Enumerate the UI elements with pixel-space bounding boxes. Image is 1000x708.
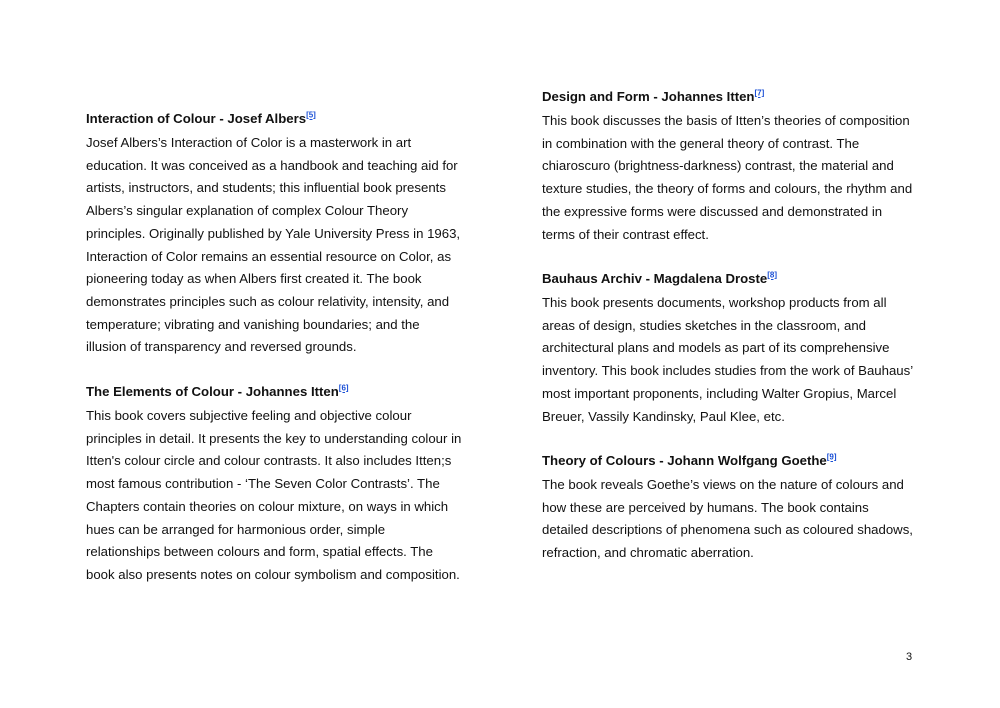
section-design-and-form xyxy=(542,88,920,246)
body-line: demonstrates principles such as colour relativity, intensity, and xyxy=(86,293,450,309)
section-heading xyxy=(542,270,920,288)
footnote-link[interactable]: [9] xyxy=(826,452,837,462)
body-line: how these are perceived by humans. The book contains xyxy=(542,499,869,515)
section-heading xyxy=(86,110,464,128)
section-title: Design and Form - Johannes Itten xyxy=(542,89,755,104)
footnote-link[interactable]: [5] xyxy=(306,110,316,120)
page-number: 3 xyxy=(906,651,913,663)
section-body xyxy=(542,110,920,246)
body-line: in combination with the general theory of contrast. The xyxy=(542,135,860,151)
body-line: architectural plans and models as part of its comprehensive xyxy=(542,340,890,356)
body-line: most important proponents, including Walter Gropius, Marcel xyxy=(542,385,897,401)
section-body xyxy=(542,292,920,428)
body-line: areas of design, studies sketches in the classroom, and xyxy=(542,317,867,333)
body-line: temperature; vibrating and vanishing boundaries; and the xyxy=(86,316,420,332)
section-heading xyxy=(542,88,920,106)
footnote-link[interactable]: [8] xyxy=(767,270,777,280)
section-body xyxy=(86,132,464,359)
body-line: principles in detail. It presents the key to understanding colour in xyxy=(86,430,462,446)
body-line: hues can be arranged for harmonious order, simple xyxy=(86,521,386,537)
body-line: terms of their contrast effect. xyxy=(542,226,709,242)
body-line: most famous contribution - ‘The Seven Color Contrasts’. The xyxy=(86,476,440,492)
body-line: This book presents documents, workshop products from all xyxy=(542,295,887,310)
body-line: pioneering today as when Albers first created it. The book xyxy=(86,271,422,287)
body-line: principles. Originally published by Yale University Press in 1963, xyxy=(86,225,461,241)
footnote-link[interactable]: [6] xyxy=(338,383,349,393)
body-line: book also presents notes on colour symbolism and composition. xyxy=(86,566,460,582)
body-line: illusion of transparency and reversed grounds. xyxy=(86,339,357,355)
body-line: the expressive forms were discussed and demonstrated in xyxy=(542,203,883,219)
section-title: Bauhaus Archiv - Magdalena Droste xyxy=(542,271,768,286)
section-body xyxy=(86,405,464,587)
body-line: education. It was conceived as a handbook and teaching aid for xyxy=(86,157,458,173)
body-line: chiaroscuro (brightness-darkness) contrast, the material and xyxy=(542,158,894,174)
body-line: Albers’s singular explanation of complex Colour Theory xyxy=(86,203,409,219)
body-line: Josef Albers’s Interaction of Color is a masterwork in art xyxy=(86,135,412,150)
section-title: Interaction of Colour - Josef Albers xyxy=(86,111,307,126)
body-line: This book covers subjective feeling and objective colour xyxy=(86,408,412,423)
body-line: The book reveals Goethe’s views on the nature of colours and xyxy=(542,477,904,492)
body-line: This book discusses the basis of Itten’s theories of composition xyxy=(542,113,910,128)
section-bauhaus-archiv xyxy=(542,270,920,428)
section-title: Theory of Colours - Johann Wolfgang Goethe xyxy=(542,453,827,468)
body-line: texture studies, the theory of forms and colours, the rhythm and xyxy=(542,181,913,197)
section-heading xyxy=(86,383,464,401)
body-line: Itten's colour circle and colour contrasts. It also includes Itten;s xyxy=(86,453,452,469)
body-line: detailed descriptions of phenomena such as coloured shadows, xyxy=(542,522,913,538)
body-line: inventory. This book includes studies from the work of Bauhaus’ xyxy=(542,363,914,379)
body-line: artists, instructors, and students; this influential book presents xyxy=(86,180,446,196)
body-line: Breuer, Vassily Kandinsky, Paul Klee, etc. xyxy=(542,408,785,424)
body-line: Chapters contain theories on colour mixture, on ways in which xyxy=(86,498,449,514)
section-interaction-of-colour xyxy=(86,110,464,359)
section-title: The Elements of Colour - Johannes Itten xyxy=(86,384,339,399)
body-line: refraction, and chromatic aberration. xyxy=(542,545,754,561)
section-theory-of-colours xyxy=(542,452,920,565)
section-body xyxy=(542,474,920,565)
body-line: Interaction of Color remains an essential resource on Color, as xyxy=(86,248,452,264)
body-line: relationships between colours and form, spatial effects. The xyxy=(86,544,433,560)
section-elements-of-colour xyxy=(86,383,464,587)
footnote-link[interactable]: [7] xyxy=(754,88,765,98)
section-heading xyxy=(542,452,920,470)
